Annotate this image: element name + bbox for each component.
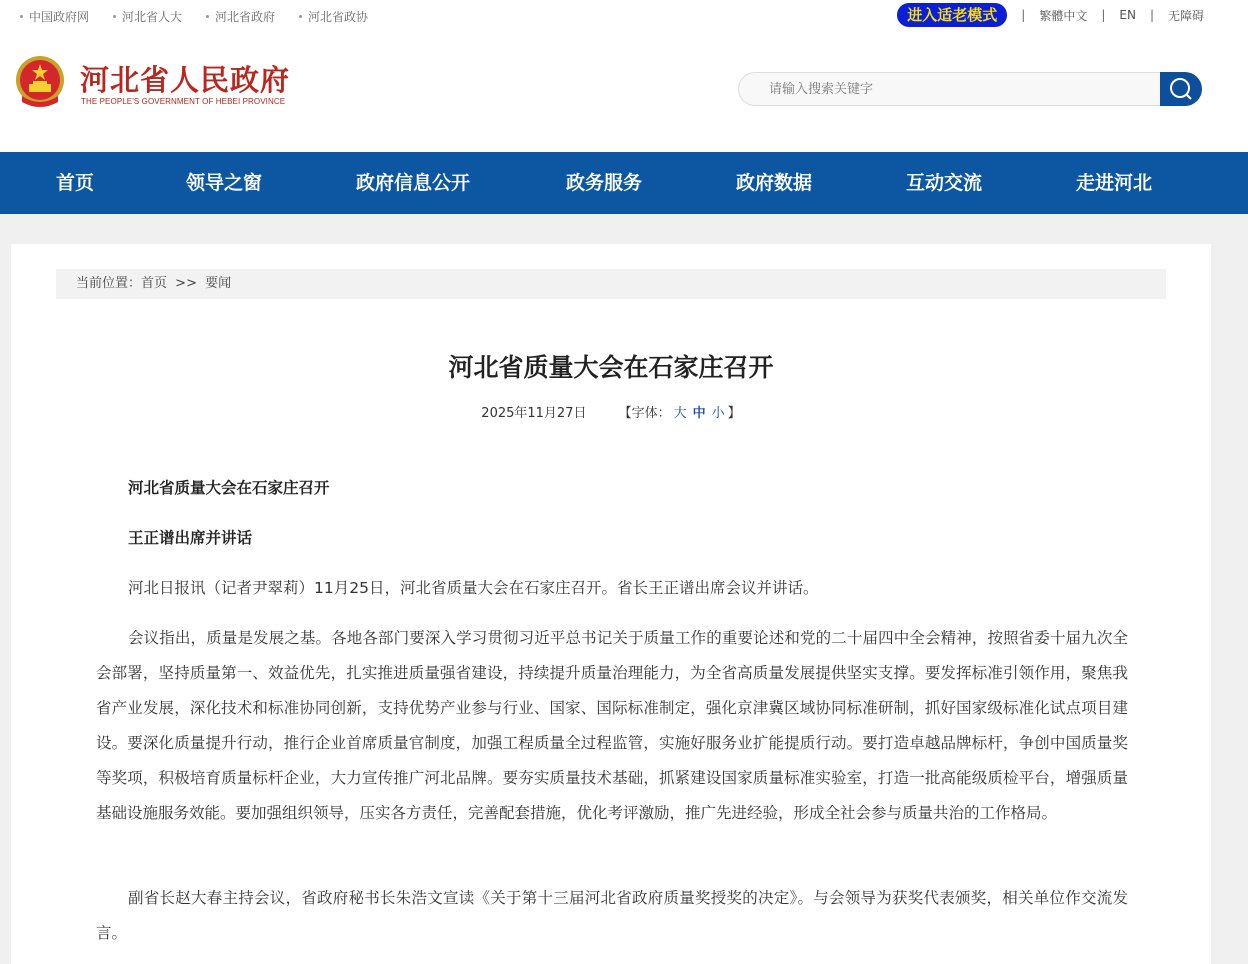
divider: |	[1101, 8, 1106, 22]
top-link-gov[interactable]	[20, 8, 89, 25]
nav-gov-info[interactable]: 政府信息公开	[356, 172, 471, 194]
bullet-icon	[20, 15, 23, 18]
article-container	[11, 244, 1211, 964]
national-emblem-icon[interactable]	[14, 54, 66, 110]
search-box	[738, 72, 1162, 106]
top-link-cppcc[interactable]	[299, 8, 368, 25]
font-medium-button[interactable]: 中	[692, 406, 706, 421]
breadcrumb-separator: >>	[175, 276, 197, 291]
top-link-label[interactable]: 河北省政协	[308, 10, 369, 24]
breadcrumb-home[interactable]: 首页	[141, 276, 168, 291]
bullet-icon	[299, 15, 302, 18]
font-large-button[interactable]: 大	[673, 406, 687, 421]
breadcrumb	[56, 269, 1166, 299]
bullet-icon	[206, 15, 209, 18]
top-link-npc[interactable]	[113, 8, 182, 25]
font-size-label: 【字体：	[618, 406, 671, 421]
site-subtitle: THE PEOPLE'S GOVERNMENT OF HEBEI PROVINCE	[81, 97, 286, 106]
article-subtitle-1: 河北省质量大会在石家庄召开	[128, 479, 330, 497]
nav-about-hebei[interactable]: 走进河北	[1076, 172, 1153, 194]
nav-services[interactable]: 政务服务	[566, 172, 643, 194]
nav-interaction[interactable]: 互动交流	[906, 172, 983, 194]
search-icon	[1169, 77, 1193, 101]
main-nav	[0, 152, 1248, 214]
top-links	[20, 8, 392, 25]
nav-leaders[interactable]: 领导之窗	[186, 172, 263, 194]
font-size-switcher	[619, 406, 741, 421]
english-link[interactable]: EN	[1119, 8, 1136, 22]
breadcrumb-label: 当前位置：	[76, 276, 142, 291]
article-title: 河北省质量大会在石家庄召开	[448, 353, 774, 382]
elder-mode-button[interactable]: 进入适老模式	[897, 3, 1007, 27]
divider: |	[1021, 8, 1026, 22]
top-link-province[interactable]	[206, 8, 275, 25]
font-size-end: 】	[727, 406, 741, 421]
search-button[interactable]	[1160, 72, 1202, 106]
accessibility-link[interactable]: 无障碍	[1167, 8, 1204, 23]
article-date: 2025年11月27日	[481, 406, 587, 421]
site-title[interactable]: 河北省人民政府	[80, 63, 291, 97]
article-paragraph: 副省长赵大春主持会议，省政府秘书长朱浩文宣读《关于第十三届河北省政府质量奖授奖的决定》。与会领导为获奖代表颁奖，相关单位作交流发言。	[96, 889, 1128, 942]
article-meta	[11, 402, 1211, 421]
article-paragraph: 河北日报讯（记者尹翠莉）11月25日，河北省质量大会在石家庄召开。省长王正谱出席会议并讲话。	[128, 579, 819, 597]
top-right-links	[897, 3, 1204, 27]
top-link-label[interactable]: 中国政府网	[29, 10, 90, 24]
search-input[interactable]	[739, 73, 1162, 105]
traditional-chinese-link[interactable]: 繁體中文	[1039, 8, 1088, 23]
font-small-button[interactable]: 小	[711, 406, 725, 421]
article-subtitle-2: 王正谱出席并讲话	[128, 529, 253, 547]
bullet-icon	[113, 15, 116, 18]
article-paragraph: 会议指出，质量是发展之基。各地各部门要深入学习贯彻习近平总书记关于质量工作的重要论述和党的二十届四中全会精神，按照省委十届九次全会部署，坚持质量第一、效益优先，扎实推进质量强省建设，持续提升质量治理能力，为全省高质量发展提供坚实支撑。要发挥标准引领作用，聚焦我省产业发展，深化技术和标准协同创新，支持优势产业参与行业、国家、国际标准制定，强化京津冀区域协同标准研制，抓好国家级标准化试点项目建设。要深化质量提升行动，推行企业首席质量官制度，加强工程质量全过程监管，实施好服务业扩能提质行动。要打造卓越品牌标杆，争创中国质量奖等奖项，积极培育质量标杆企业，大力宣传推广河北品牌。要夯实质量技术基础，抓紧建设国家质量标准实验室，打造一批高能级质检平台，增强质量基础设施服务效能。要加强组织领导，压实各方责任，完善配套措施，优化考评激励，推广先进经验，形成全社会参与质量共治的工作格局。	[96, 629, 1128, 822]
nav-data[interactable]: 政府数据	[736, 172, 813, 194]
breadcrumb-current[interactable]: 要闻	[205, 276, 232, 291]
top-link-label[interactable]: 河北省政府	[215, 10, 276, 24]
top-link-label[interactable]: 河北省人大	[122, 10, 183, 24]
divider: |	[1149, 8, 1154, 22]
nav-home[interactable]: 首页	[56, 172, 95, 194]
